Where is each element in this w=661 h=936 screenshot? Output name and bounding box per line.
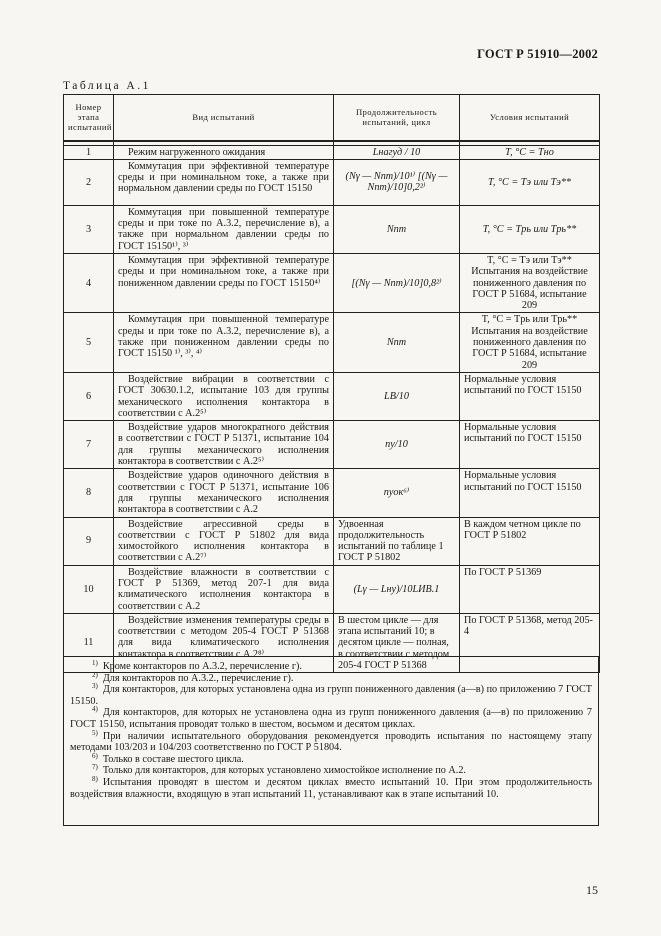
row-duration: В шестом цикле — для этапа испытаний 10; в десятом цикле — полная, в соответствии с методом 205-4 ГОСТ Р 51368 (334, 613, 460, 672)
row-conditions: T, °С = Tэ или Tэ** Испытания на воздействие пониженного давления по ГОСТ Р 51684, испытание 209 (460, 253, 600, 312)
row-conditions: Нормальные условия испытаний по ГОСТ 15150 (460, 421, 600, 469)
col-header-conditions: Условия испытаний (460, 95, 600, 141)
row-conditions: T, °С = Tно (460, 145, 600, 159)
row-num: 4 (64, 253, 114, 312)
row-conditions: Нормальные условия испытаний по ГОСТ 15150 (460, 469, 600, 517)
footnote-text: Для контакторов, для которых не установлена одна из групп пониженного давления (а—в) по приложению 7 ГОСТ 15150, испытания проводят только в шестом, восьмом и десятом циклах. (70, 707, 592, 730)
row-duration: nу/10 (334, 421, 460, 469)
row-type: Воздействие ударов одиночного действия в соответствии с ГОСТ Р 51371, испытание 106 для группы механического исполнения контактора в соответствии с А.2 (114, 469, 334, 517)
row-duration: LВ/10 (334, 372, 460, 420)
footnote (70, 661, 592, 673)
row-type: Воздействие агрессивной среды в соответствии с ГОСТ Р 51802 для вида химостойкого исполнения контактора в соответствии с А.2⁷⁾ (114, 517, 334, 565)
col-header-num: Номер этапа испытаний (64, 95, 114, 141)
table-row (64, 145, 600, 159)
row-type: Воздействие влажности в соответствии с ГОСТ Р 51369, метод 207-1 для вида климатического исполнения контактора в соответствии с А.2 (114, 565, 334, 613)
table-header-row (64, 95, 600, 141)
footnote-mark: 6) (92, 751, 98, 760)
table-row (64, 313, 600, 372)
row-type: Воздействие ударов многократного действия в соответствии с ГОСТ Р 51371, испытание 104 для группы механического исполнения контактора в соответствии с А.2⁵⁾ (114, 421, 334, 469)
footnote (70, 707, 592, 730)
row-duration: Nпт (334, 205, 460, 253)
footnote (70, 751, 592, 766)
table-caption: Таблица А.1 (63, 80, 151, 92)
footnote (70, 765, 592, 777)
row-num: 7 (64, 421, 114, 469)
page-number: 15 (586, 883, 598, 897)
footnote-text: Кроме контакторов по А.3.2, перечисление г). (102, 661, 302, 672)
row-num: 6 (64, 372, 114, 420)
footnote-text: Для контакторов, для которых установлена одна из групп пониженного давления (а—в) по приложению 7 ГОСТ 15150. (70, 684, 592, 707)
table-row (64, 421, 600, 469)
footnote-mark: 3) (92, 682, 98, 691)
footnote-mark: 8) (92, 774, 98, 783)
row-num: 2 (64, 159, 114, 205)
row-duration: Lнагуд / 10 (334, 145, 460, 159)
table-row (64, 205, 600, 253)
footnote-mark: 1) (92, 659, 98, 667)
table-row (64, 469, 600, 517)
row-type: Коммутация при эффективной температуре среды и при номинальном токе, а также при пониженном давлении среды по ГОСТ 15150⁴⁾ (114, 253, 334, 312)
row-duration: Удвоенная продолжительность испытаний по таблице 1 ГОСТ Р 51802 (334, 517, 460, 565)
row-conditions: По ГОСТ Р 51368, метод 205-4 (460, 613, 600, 672)
footnote-mark: 5) (92, 728, 98, 737)
table-row (64, 372, 600, 420)
table-row (64, 159, 600, 205)
table-row (64, 253, 600, 312)
row-num: 5 (64, 313, 114, 372)
footnote (70, 670, 592, 685)
document-header: ГОСТ Р 51910—2002 (477, 47, 598, 61)
table-row (64, 565, 600, 613)
row-duration: (Nγ — Nпт)/10¹⁾ [(Nγ — Nпт)/10]0,2²⁾ (334, 159, 460, 205)
row-type: Воздействие вибрации в соответствии с ГОСТ 30630.1.2, испытание 103 для группы механического исполнения контактора в соответствии с А.2⁵⁾ (114, 372, 334, 420)
row-conditions: T, °С = Tэ или Tэ** (460, 159, 600, 205)
row-duration: [(Nγ — Nпт)/10]0,8²⁾ (334, 253, 460, 312)
row-duration: (Lγ — Lну)/10LИВ.1 (334, 565, 460, 613)
row-type: Воздействие изменения температуры среды в соответствии с методом 205-4 ГОСТ Р 51368 для вида климатического исполнения контактора в соответствии с А.2⁸⁾ (114, 613, 334, 672)
row-num: 8 (64, 469, 114, 517)
row-num: 9 (64, 517, 114, 565)
row-conditions: В каждом четном цикле по ГОСТ Р 51802 (460, 517, 600, 565)
footnote-text: Для контакторов по А.3.2., перечисление г). (102, 672, 294, 684)
footnote (70, 728, 592, 754)
footnote-text: Только в составе шестого цикла. (102, 753, 244, 765)
row-type: Коммутация при повышенной температуре среды и при токе по А.3.2, перечисление в), а также при нормальном давлении среды по ГОСТ 15150¹⁾, ³⁾ (114, 205, 334, 253)
row-conditions: T, °С = Tрь или Tрь** (460, 205, 600, 253)
row-conditions: По ГОСТ Р 51369 (460, 565, 600, 613)
row-num: 3 (64, 205, 114, 253)
row-type: Коммутация при повышенной температуре среды и при токе по А.3.2, перечисление в), а также при пониженном давлении среды по ГОСТ 15150 ¹⁾, ³⁾, ⁴⁾ (114, 313, 334, 372)
row-duration: nуок⁶⁾ (334, 469, 460, 517)
row-conditions: Нормальные условия испытаний по ГОСТ 15150 (460, 372, 600, 420)
row-num: 1 (64, 145, 114, 159)
test-table (63, 94, 600, 673)
footnote-text: При наличии испытательного оборудования рекомендуется проводить испытания по настоящему этапу методами 103/203 и 104/203 соответственно по ГОСТ Р 51804. (70, 730, 592, 754)
row-conditions: T, °С = Tрь или Tрь** Испытания на воздействие пониженного давления по ГОСТ Р 51684, испытание 209 (460, 313, 600, 372)
footnote-mark: 2) (92, 670, 98, 679)
footnote-text: Только для контакторов, для которых установлено химостойкое исполнение по А.2. (102, 765, 466, 777)
row-num: 11 (64, 613, 114, 672)
footnote-mark: 4) (92, 705, 98, 714)
row-num: 10 (64, 565, 114, 613)
footnote (70, 774, 592, 800)
row-type: Коммутация при эффективной температуре среды и при номинальном токе, а также при нормальном давлении среды по ГОСТ 15150 (114, 159, 334, 205)
footnote-mark: 7) (92, 763, 98, 772)
footnote-text: Испытания проводят в шестом и десятом циклах вместо испытаний 10. При этом продолжительность воздействия влажности, входящую в этап испытаний 11, устанавливают как в этапе испытаний 10. (70, 776, 592, 800)
row-type: Режим нагруженного ожидания (114, 145, 334, 159)
footnotes (63, 656, 599, 826)
col-header-type: Вид испытаний (114, 95, 334, 141)
table-row (64, 517, 600, 565)
row-duration: Nпт (334, 313, 460, 372)
col-header-duration: Продолжительность испытаний, цикл (334, 95, 460, 141)
footnote (70, 684, 592, 707)
